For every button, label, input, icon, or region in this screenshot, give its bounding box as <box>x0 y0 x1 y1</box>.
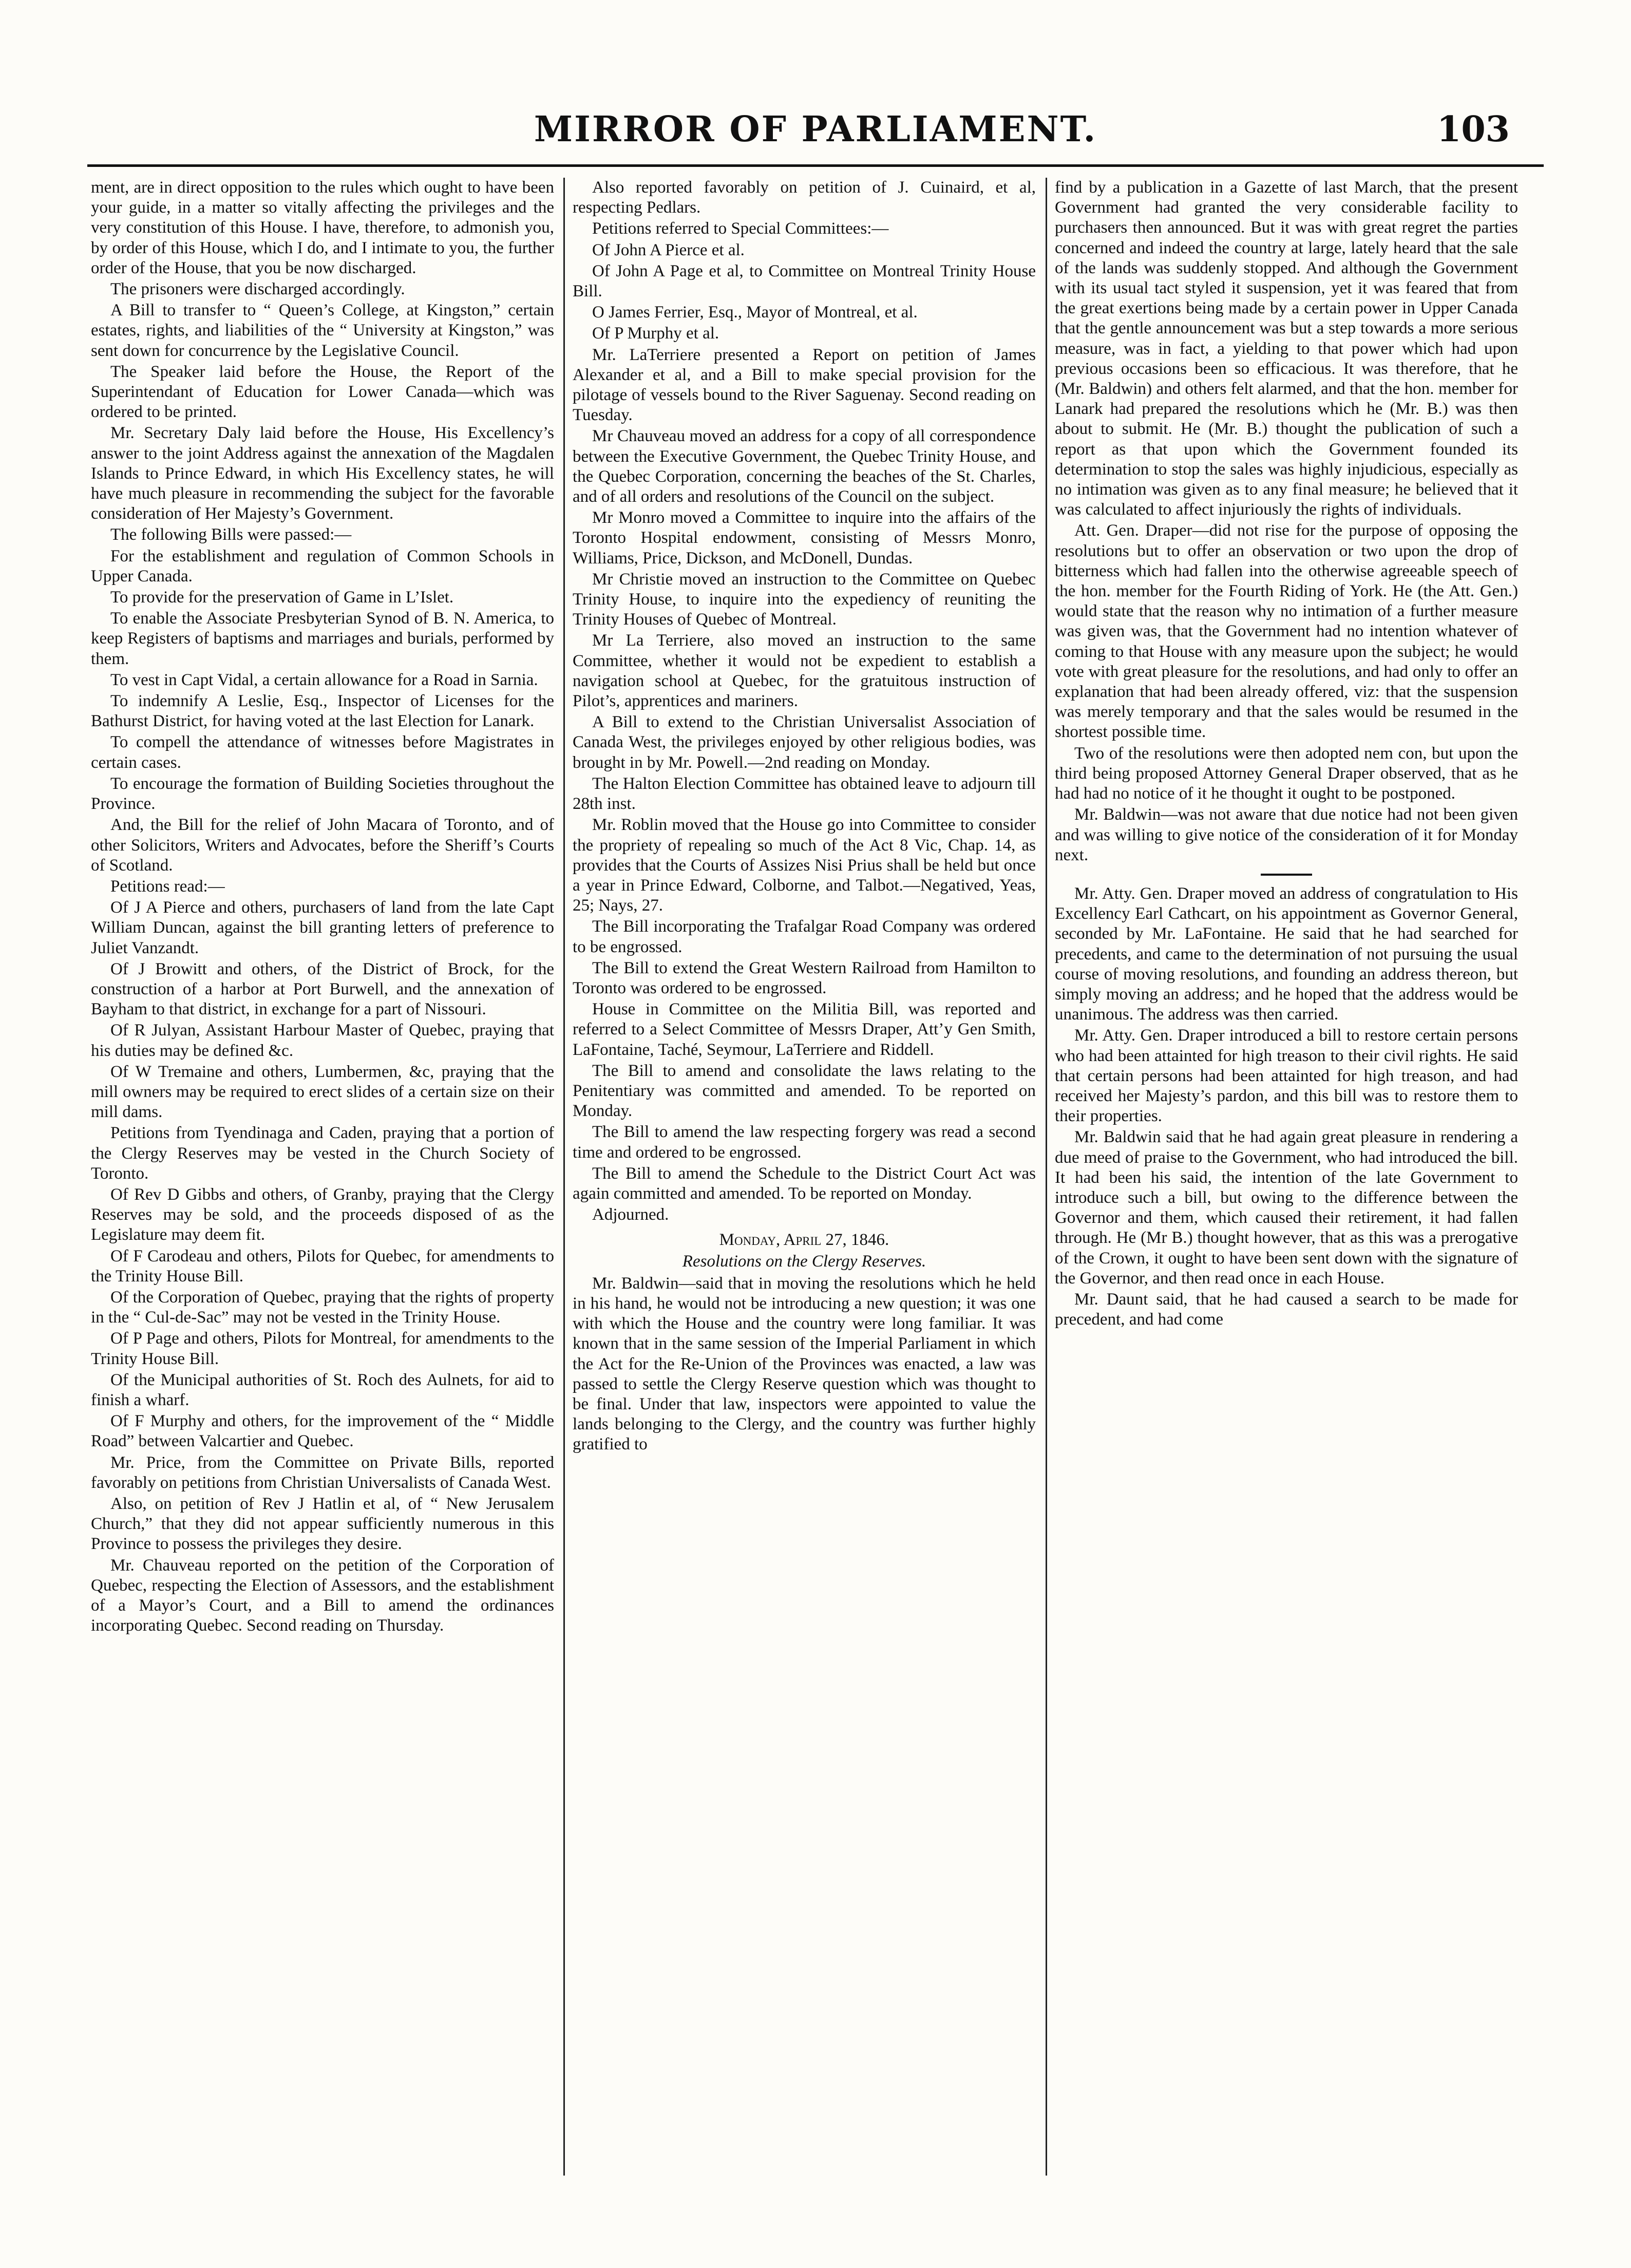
paragraph: To provide for the preservation of Game in L’Islet. <box>110 588 454 607</box>
paragraph: Two of the resolutions were then adopted nem con, but upon the third being proposed Attorney General Draper observed, that as he had had no notice of it he thought it ought to be postponed. <box>1055 744 1518 803</box>
column-3 <box>1055 178 1518 2181</box>
paragraph: To encourage the formation of Building Societies throughout the Province. <box>91 774 554 814</box>
paragraph: The Bill to amend the law respecting forgery was read a second time and ordered to be engrossed. <box>573 1123 1036 1162</box>
paragraph: The Bill to extend the Great Western Railroad from Hamilton to Toronto was ordered to be engrossed. <box>573 958 1036 997</box>
column-1 <box>91 178 554 2181</box>
paragraph: Adjourned. <box>592 1205 669 1224</box>
paragraph: Mr. Baldwin—was not aware that due notice had not been given and was willing to give notice of the consideration of it for Monday next. <box>1055 805 1518 864</box>
paragraph: And, the Bill for the relief of John Macara of Toronto, and of other Solicitors, Writers and Advocates, before the Sheriff’s Courts of Scotland. <box>91 816 554 875</box>
paragraph: Of P Murphy et al. <box>592 324 719 343</box>
header-rule <box>87 164 1544 167</box>
paragraph: To vest in Capt Vidal, a certain allowance for a Road in Sarnia. <box>110 670 538 689</box>
paragraph: Mr. Daunt said, that he had caused a search to be made for precedent, and had come <box>1055 1290 1518 1329</box>
paragraph: O James Ferrier, Esq., Mayor of Montreal, et al. <box>592 303 918 322</box>
paragraph: To compell the attendance of witnesses before Magistrates in certain cases. <box>91 733 554 772</box>
paragraph: The Speaker laid before the House, the Report of the Superintendant of Education for Lower Canada—which was ordered to be printed. <box>91 362 554 422</box>
paragraph: Mr. Roblin moved that the House go into Committee to consider the propriety of repealing so much of the Act 8 Vic, Chap. 14, as provides that the Courts of Assizes Nisi Prius shall be held but once a year in Prince Edward, Colborne, and Talbot.—Negatived, Yeas, 25; Nays, 27. <box>573 816 1036 915</box>
column-divider <box>563 178 565 2176</box>
paragraph: The Bill to amend and consolidate the laws relating to the Penitentiary was committed and amended. To be reported on Monday. <box>573 1061 1036 1121</box>
paragraph: A Bill to extend to the Christian Universalist Association of Canada West, the privileges enjoyed by other religious bodies, was brought in by Mr. Powell.—2nd reading on Monday. <box>573 713 1036 772</box>
paragraph: Mr Christie moved an instruction to the Committee on Quebec Trinity House, to inquire into the expediency of reuniting the Trinity Houses of Quebec of Montreal. <box>573 570 1036 629</box>
paragraph: Mr La Terriere, also moved an instruction to the same Committee, whether it would not be expedient to establish a navigation school at Quebec, for the gratuitous instruction of Pilot’s, apprentices and mariners. <box>573 631 1036 711</box>
paragraph: The prisoners were discharged accordingly. <box>110 280 405 299</box>
paragraph: Mr. Baldwin said that he had again great pleasure in rendering a due meed of praise to the Government, who had introduced the bill. It had been his said, the intention of the late Government to introduce such a bill, but owing to the difference between the Governor and them, which caused their retirement, it had fallen through. He (Mr B.) thought however, that as this was a prerogative of the Crown, it ought to have been sent down with the signature of the Governor, and then read once in each House. <box>1055 1128 1518 1288</box>
paragraph: Also, on petition of Rev J Hatlin et al, of “ New Jerusalem Church,” that they did not appear sufficiently numerous in this Province to possess the privileges they desire. <box>91 1495 554 1554</box>
paragraph: Of R Julyan, Assistant Harbour Master of Quebec, praying that his duties may be defined &c. <box>91 1021 554 1060</box>
paragraph: Of F Carodeau and others, Pilots for Quebec, for amendments to the Trinity House Bill. <box>91 1246 554 1286</box>
paragraph: Of J Browitt and others, of the District of Brock, for the construction of a harbor at Port Burwell, and the annexation of Bayham to that district, in exchange for a part of Nissouri. <box>91 959 554 1019</box>
running-title: MIRROR OF PARLIAMENT. <box>534 109 1097 150</box>
paragraph: For the establishment and regulation of Common Schools in Upper Canada. <box>91 546 554 585</box>
section-divider <box>1261 874 1312 876</box>
column-divider <box>1046 178 1047 2176</box>
paragraph: To enable the Associate Presbyterian Synod of B. N. America, to keep Registers of baptisms and marriages and burials, performed by them. <box>91 609 554 668</box>
paragraph: Of Rev D Gibbs and others, of Granby, praying that the Clergy Reserves may be sold, and the proceeds disposed of as the Legislature may deem fit. <box>91 1185 554 1244</box>
paragraph: Petitions referred to Special Committees:— <box>592 219 889 238</box>
paragraph: Of the Municipal authorities of St. Roch des Aulnets, for aid to finish a wharf. <box>91 1370 554 1409</box>
paragraph: Of J A Pierce and others, purchasers of land from the late Capt William Duncan, against the bill granting letters of preference to Juliet Vanzandt. <box>91 898 554 957</box>
paragraph: House in Committee on the Militia Bill, was reported and referred to a Select Committee of Messrs Draper, Att’y Gen Smith, LaFontaine, Taché, Seymour, LaTerriere and Riddell. <box>573 1000 1036 1059</box>
paragraph: Also reported favorably on petition of J. Cuinaird, et al, respecting Pedlars. <box>573 178 1036 217</box>
paragraph: Of John A Pierce et al. <box>592 240 745 259</box>
paragraph: Of P Page and others, Pilots for Montreal, for amendments to the Trinity House Bill. <box>91 1329 554 1368</box>
paragraph: Mr. Atty. Gen. Draper moved an address of congratulation to His Excellency Earl Cathcart, on his appointment as Governor General, seconded by Mr. LaFontaine. He said that he had searched for precedents, and came to the determination of not pursuing the usual course of moving resolutions, and founding an address thereon, but simply moving an address; and he hoped that the address would be unanimous. The address was then carried. <box>1055 884 1518 1024</box>
paragraph: The following Bills were passed:— <box>110 525 352 544</box>
paragraph: Of the Corporation of Quebec, praying that the rights of property in the “ Cul-de-Sac” may not be vested in the Trinity House. <box>91 1288 554 1327</box>
paragraph: Mr. Atty. Gen. Draper introduced a bill to restore certain persons who had been attainted for high treason to their civil rights. He said that certain persons had been attainted for high treason, and had received her Majesty’s pardon, and this bill was to restore them to their properties. <box>1055 1026 1518 1126</box>
paragraph: The Halton Election Committee has obtained leave to adjourn till 28th inst. <box>573 774 1036 814</box>
page-number: 103 <box>1437 109 1510 150</box>
column-2 <box>573 178 1036 2181</box>
paragraph: Petitions read:— <box>110 877 225 896</box>
paragraph: Mr. Baldwin—said that in moving the resolutions which he held in his hand, he would not be introducing a new question; it was one with which the House and the country were long familiar. It was known that in the same session of the Imperial Parliament in which the Act for the Re-Union of the Provinces was enacted, a law was passed to settle the Clergy Reserve question which was thought to be final. Under that law, inspectors were appointed to value the lands belonging to the Clergy, and the country was further highly gratified to <box>573 1274 1036 1454</box>
paragraph: Mr. LaTerriere presented a Report on petition of James Alexander et al, and a Bill to make special provision for the pilotage of vessels bound to the River Saguenay. Second reading on Tuesday. <box>573 345 1036 425</box>
paragraph: Mr Monro moved a Committee to inquire into the affairs of the Toronto Hospital endowment, consisting of Messrs Monro, Williams, Price, Dickson, and McDonell, Dundas. <box>573 508 1036 568</box>
paragraph: Of John A Page et al, to Committee on Montreal Trinity House Bill. <box>573 261 1036 301</box>
paragraph: Att. Gen. Draper—did not rise for the purpose of opposing the resolutions but to offer an observation or two upon the drop of bitterness which had fallen into the otherwise agreeable speech of the hon. member for the Fourth Riding of York. He (the Att. Gen.) would state that the reason why no intimation of a further measure was given was, that the Government had no intention whatever of coming to that House with any measure upon the subject; he would vote with great pleasure for the resolutions, and had only to offer an explanation that had been already offered, viz: that the suspension was merely temporary and that the sales would be resumed in the shortest possible time. <box>1055 521 1518 742</box>
paragraph: Petitions from Tyendinaga and Caden, praying that a portion of the Clergy Reserves may be vested in the Church Society of Toronto. <box>91 1124 554 1183</box>
paragraph: Mr. Secretary Daly laid before the House, His Excellency’s answer to the joint Address against the annexation of the Magdalen Islands to Prince Edward, in which His Excellency states, he will have much pleasure in recommending the subject for the favorable consideration of Her Majesty’s Government. <box>91 424 554 523</box>
paragraph: The Bill incorporating the Trafalgar Road Company was ordered to be engrossed. <box>573 917 1036 956</box>
paragraph: Mr Chauveau moved an address for a copy of all correspondence between the Executive Government, the Quebec Trinity House, and the Quebec Corporation, concerning the beaches of the St. Charles, and of all orders and resolutions of the Council on the subject. <box>573 427 1036 506</box>
paragraph: Of F Murphy and others, for the improvement of the “ Middle Road” between Valcartier and Quebec. <box>91 1412 554 1451</box>
paragraph: A Bill to transfer to “ Queen’s College, at Kingston,” certain estates, rights, and liabilities of the “ University at Kingston,” was sent down for concurrence by the Legislative Council. <box>91 301 554 360</box>
paragraph: ment, are in direct opposition to the rules which ought to have been your guide, in a matter so vitally affecting the privileges and the very constitution of this House. I have, therefore, to admonish you, by order of this House, which I do, and I intimate to you, the further order of the House, that you be now discharged. <box>91 178 554 277</box>
date-heading: Monday, April 27, 1846. <box>719 1231 889 1250</box>
paragraph: To indemnify A Leslie, Esq., Inspector of Licenses for the Bathurst District, for having voted at the last Election for Lanark. <box>91 692 554 731</box>
section-heading: Resolutions on the Clergy Reserves. <box>682 1252 926 1271</box>
paragraph: find by a publication in a Gazette of last March, that the present Government had granted the very considerable facility to purchasers then announced. But it was with great regret the parties concerned and indeed the country at large, lately heard that the sale of the lands was suddenly stopped. And although the Government with its usual tact styled it suspension, yet it was feared that from the great exertions being made by a certain power in Upper Canada that the gentle announcement was but a step towards a more serious measure, was in fact, a yielding to that power which had upon previous occasions been so efficacious. It was therefore, that he (Mr. Baldwin) and others felt alarmed, and that the hon. member for Lanark had prepared the resolutions which he (Mr. B.) was then about to submit. He (Mr. B.) thought the publication of such a report as that upon which the Government founded its determination to stop the sales was highly injudicious, especially as no intimation was given as to any final measure; he believed that it was calculated to affect injuriously the rights of individuals. <box>1055 178 1518 519</box>
paragraph: Of W Tremaine and others, Lumbermen, &c, praying that the mill owners may be required to erect slides of a certain size on their mill dams. <box>91 1062 554 1122</box>
paragraph: The Bill to amend the Schedule to the District Court Act was again committed and amended. To be reported on Monday. <box>573 1164 1036 1203</box>
paragraph: Mr. Chauveau reported on the petition of the Corporation of Quebec, respecting the Election of Assessors, and the establishment of a Mayor’s Court, and a Bill to amend the ordinances incorporating Quebec. Second reading on Thursday. <box>91 1556 554 1635</box>
paragraph: Mr. Price, from the Committee on Private Bills, reported favorably on petitions from Christian Universalists of Canada West. <box>91 1453 554 1492</box>
